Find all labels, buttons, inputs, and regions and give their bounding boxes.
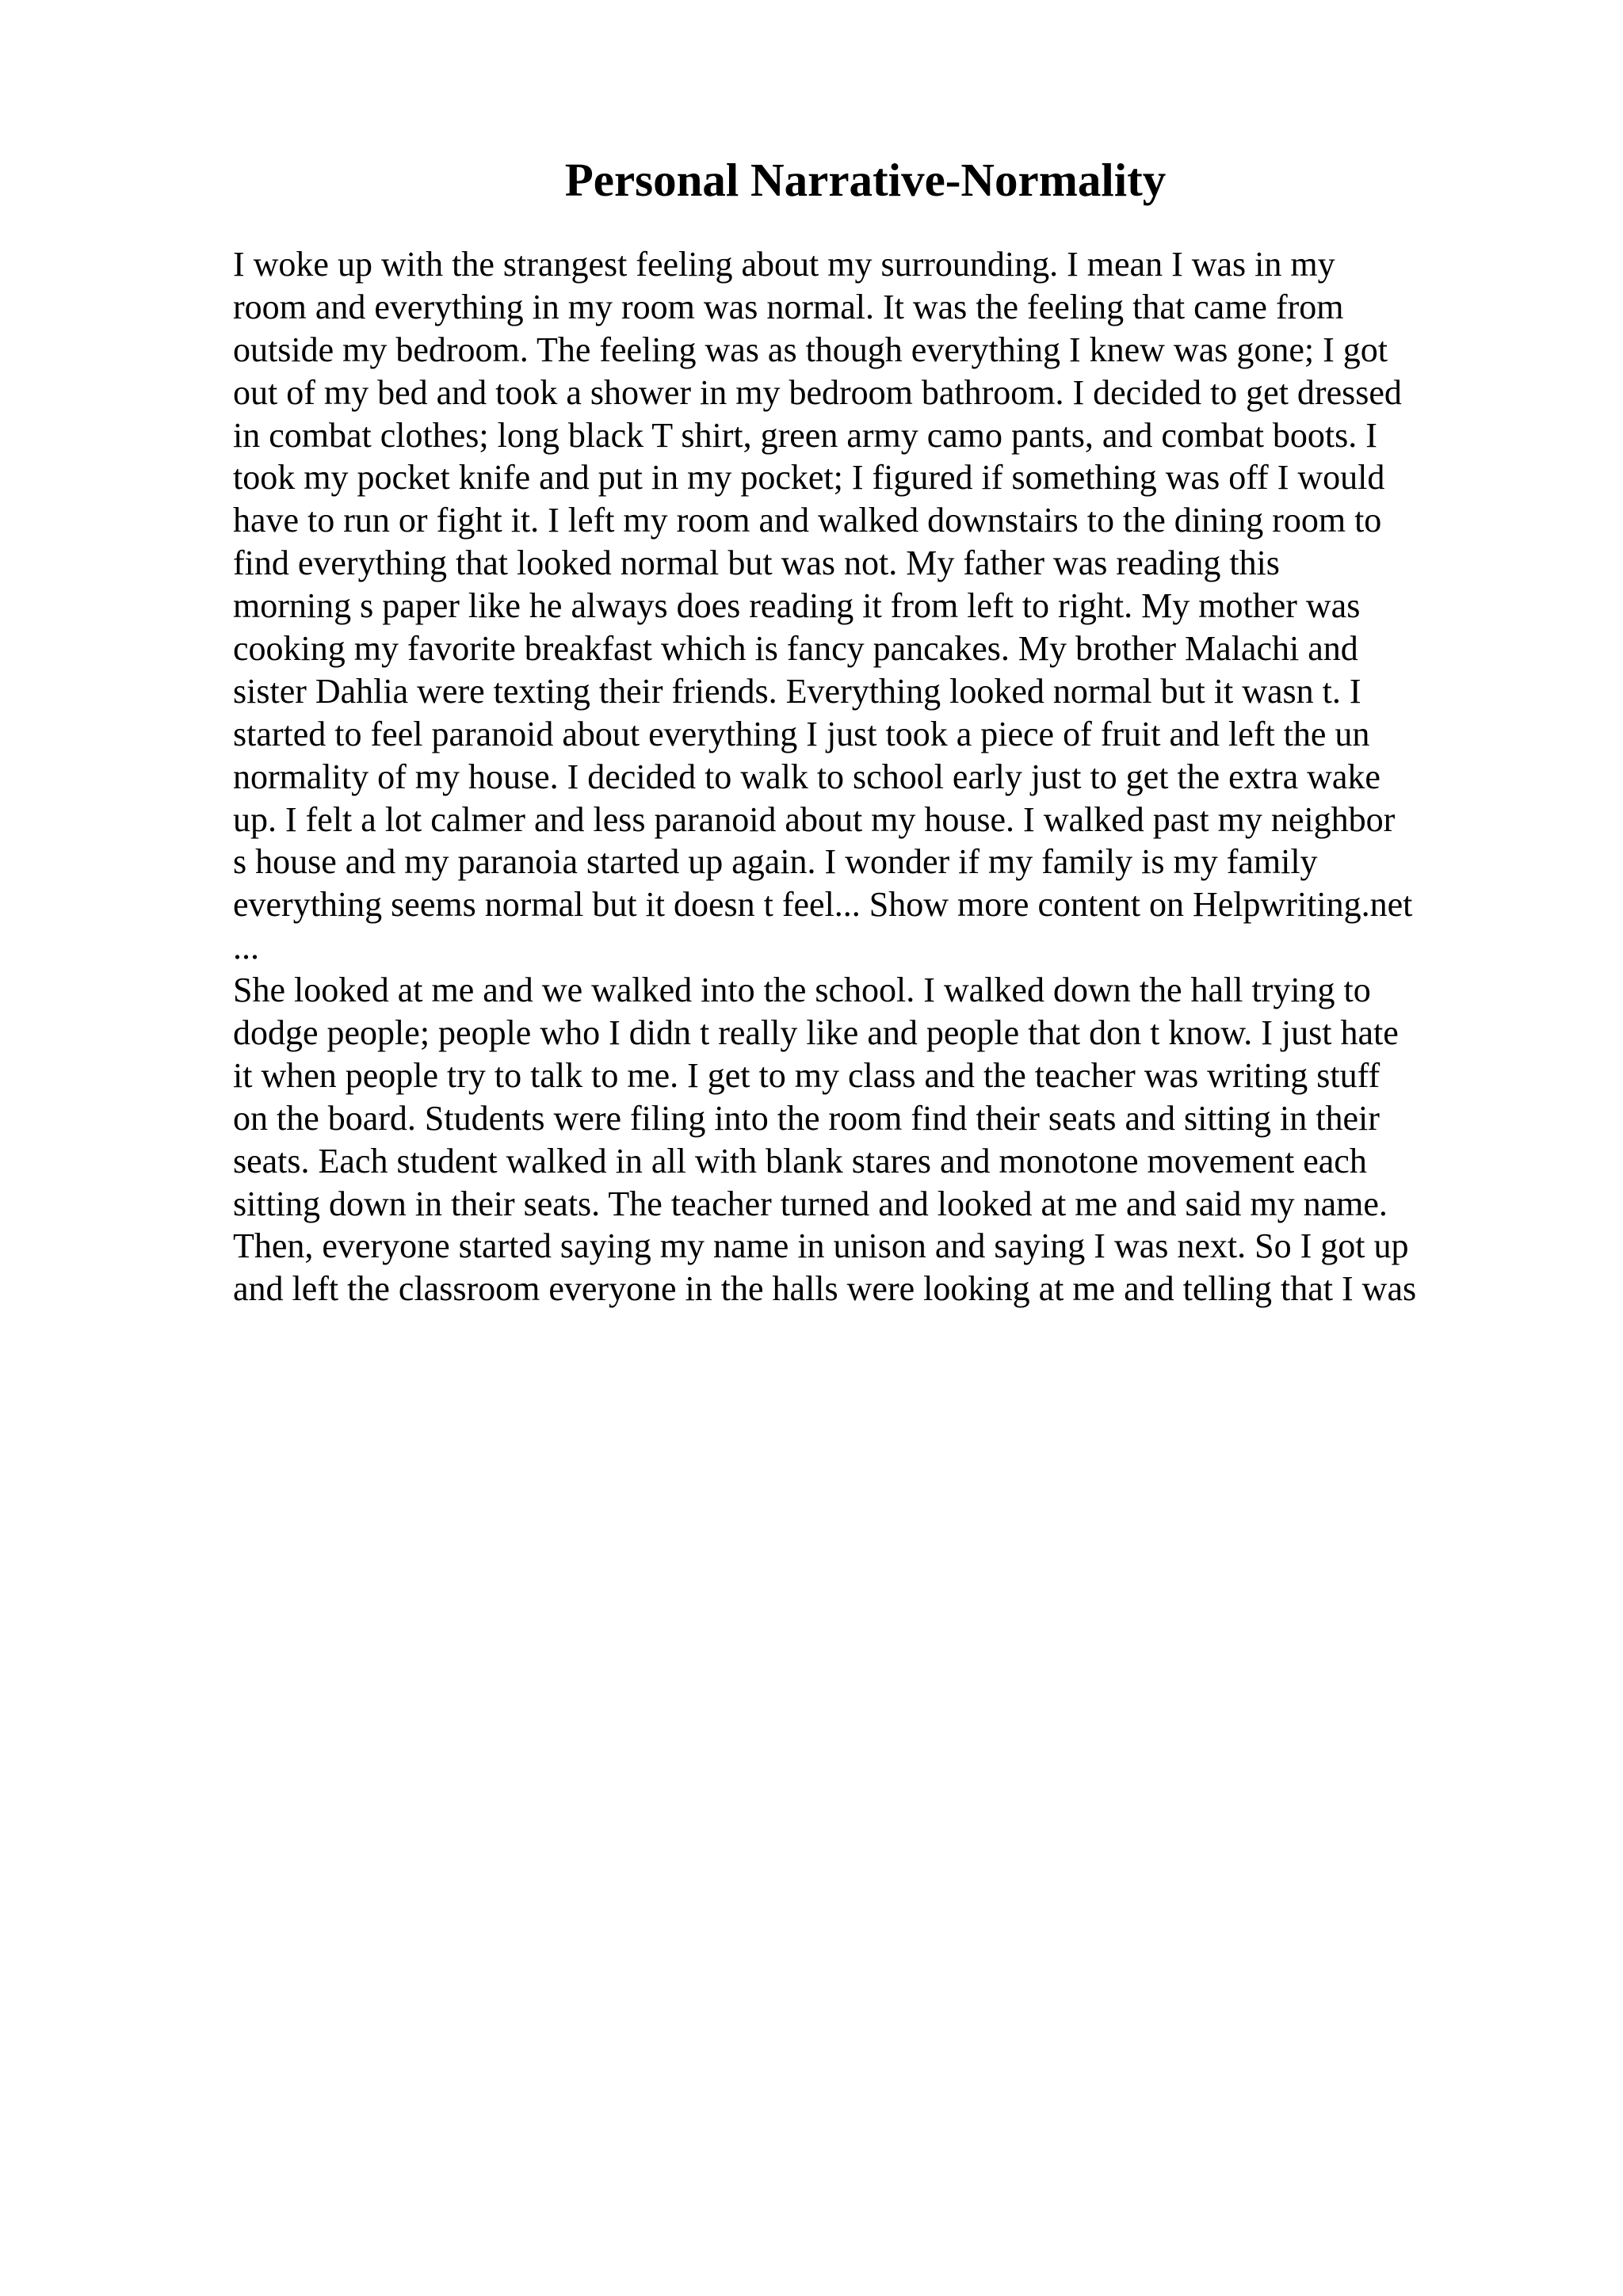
body-line: Then, everyone started saying my name in unison and saying I was next. So I got up	[233, 1226, 1409, 1266]
body-line: started to feel paranoid about everything I just took a piece of fruit and left the un	[233, 714, 1370, 753]
body-line: everything seems normal but it doesn t feel... Show more content on Helpwriting.net	[233, 885, 1413, 925]
body-line: cooking my favorite breakfast which is fancy pancakes. My brother Malachi and	[233, 629, 1358, 669]
document-body	[233, 243, 1533, 1310]
body-line: sitting down in their seats. The teacher turned and looked at me and said my name.	[233, 1184, 1388, 1223]
body-line: on the board. Students were filing into the room find their seats and sitting in their	[233, 1098, 1380, 1138]
body-line: up. I felt a lot calmer and less paranoid about my house. I walked past my neighbor	[233, 799, 1396, 839]
body-line: have to run or fight it. I left my room and walked downstairs to the dining room to	[233, 501, 1382, 540]
body-line: in combat clothes; long black T shirt, green army camo pants, and combat boots. I	[233, 415, 1377, 455]
body-line: normality of my house. I decided to walk to school early just to get the extra wake	[233, 757, 1381, 796]
body-line: took my pocket knife and put in my pocket; I figured if something was off I would	[233, 458, 1385, 498]
body-line: room and everything in my room was normal. It was the feeling that came from	[233, 287, 1344, 326]
body-line: I woke up with the strangest feeling about my surrounding. I mean I was in my	[233, 245, 1335, 284]
body-line: it when people try to talk to me. I get to my class and the teacher was writing stuff	[233, 1055, 1381, 1095]
body-line: find everything that looked normal but was not. My father was reading this	[233, 543, 1280, 583]
body-line: She looked at me and we walked into the school. I walked down the hall trying to	[233, 971, 1371, 1010]
body-line: morning s paper like he always does reading it from left to right. My mother was	[233, 586, 1361, 626]
body-line: outside my bedroom. The feeling was as though everything I knew was gone; I got	[233, 330, 1388, 369]
body-line: seats. Each student walked in all with blank stares and monotone movement each	[233, 1141, 1367, 1180]
body-line: and left the classroom everyone in the halls were looking at me and telling that I was	[233, 1269, 1417, 1309]
document-title: Personal Narrative-Normality	[564, 154, 1167, 206]
body-line: s house and my paranoia started up again. I wonder if my family is my family	[233, 842, 1318, 882]
body-line: dodge people; people who I didn t really like and people that don t know. I just hate	[233, 1013, 1399, 1053]
body-line: ...	[233, 928, 259, 967]
body-line: sister Dahlia were texting their friends. Everything looked normal but it wasn t. I	[233, 671, 1361, 711]
body-line: out of my bed and took a shower in my bedroom bathroom. I decided to get dressed	[233, 372, 1402, 412]
